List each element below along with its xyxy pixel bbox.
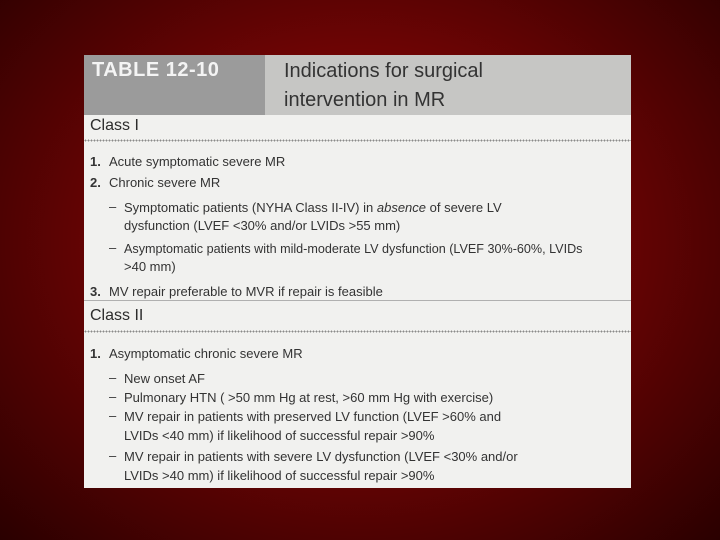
table-title-line2: intervention in MR xyxy=(284,89,446,111)
sub-item: New onset AF xyxy=(124,371,205,386)
sub-item: Pulmonary HTN ( >50 mm Hg at rest, >60 mm Hg with exercise) xyxy=(124,390,494,405)
table-title-line1: Indications for surgical xyxy=(284,60,483,82)
list-item: Acute symptomatic severe MR xyxy=(109,154,286,169)
table-title-box xyxy=(265,55,631,115)
list-number: 2. xyxy=(90,175,101,190)
sub-item: MV repair in patients with preserved LV function (LVEF >60% and xyxy=(124,409,502,424)
sub-item-cont: dysfunction (LVEF <30% and/or LVIDs >55 mm) xyxy=(124,218,401,233)
table-number: TABLE 12-10 xyxy=(92,59,220,81)
class-1-heading: Class I xyxy=(90,117,139,134)
table-number-box xyxy=(84,55,265,115)
dash-bullet: – xyxy=(109,199,117,214)
list-number: 1. xyxy=(90,346,101,361)
table-header xyxy=(84,55,631,116)
list-number: 3. xyxy=(90,284,101,299)
divider xyxy=(84,139,631,142)
sub-item-cont: LVIDs <40 mm) if likelihood of successful repair >90% xyxy=(124,428,435,443)
sub-item: MV repair in patients with severe LV dysfunction (LVEF <30% and/or xyxy=(124,449,518,464)
sub-item-cont: >40 mm) xyxy=(124,259,176,274)
sub-item: Asymptomatic patients with mild-moderate LV dysfunction (LVEF 30%-60%, LVIDs xyxy=(124,242,583,256)
divider xyxy=(84,330,631,333)
sub-item: Symptomatic patients (NYHA Class II-IV) in absence of severe LV xyxy=(124,200,502,215)
class-2-heading: Class II xyxy=(90,307,144,324)
list-item: Chronic severe MR xyxy=(109,175,221,190)
dash-bullet: – xyxy=(109,408,117,423)
dash-bullet: – xyxy=(109,389,117,404)
list-number: 1. xyxy=(90,154,101,169)
list-item: Asymptomatic chronic severe MR xyxy=(109,346,303,361)
dash-bullet: – xyxy=(109,240,117,255)
sub-item-cont: LVIDs >40 mm) if likelihood of successful repair >90% xyxy=(124,468,435,483)
dash-bullet: – xyxy=(109,448,117,463)
dash-bullet: – xyxy=(109,370,117,385)
table-image xyxy=(84,55,631,488)
divider xyxy=(84,300,631,301)
list-item: MV repair preferable to MVR if repair is feasible xyxy=(109,284,383,299)
